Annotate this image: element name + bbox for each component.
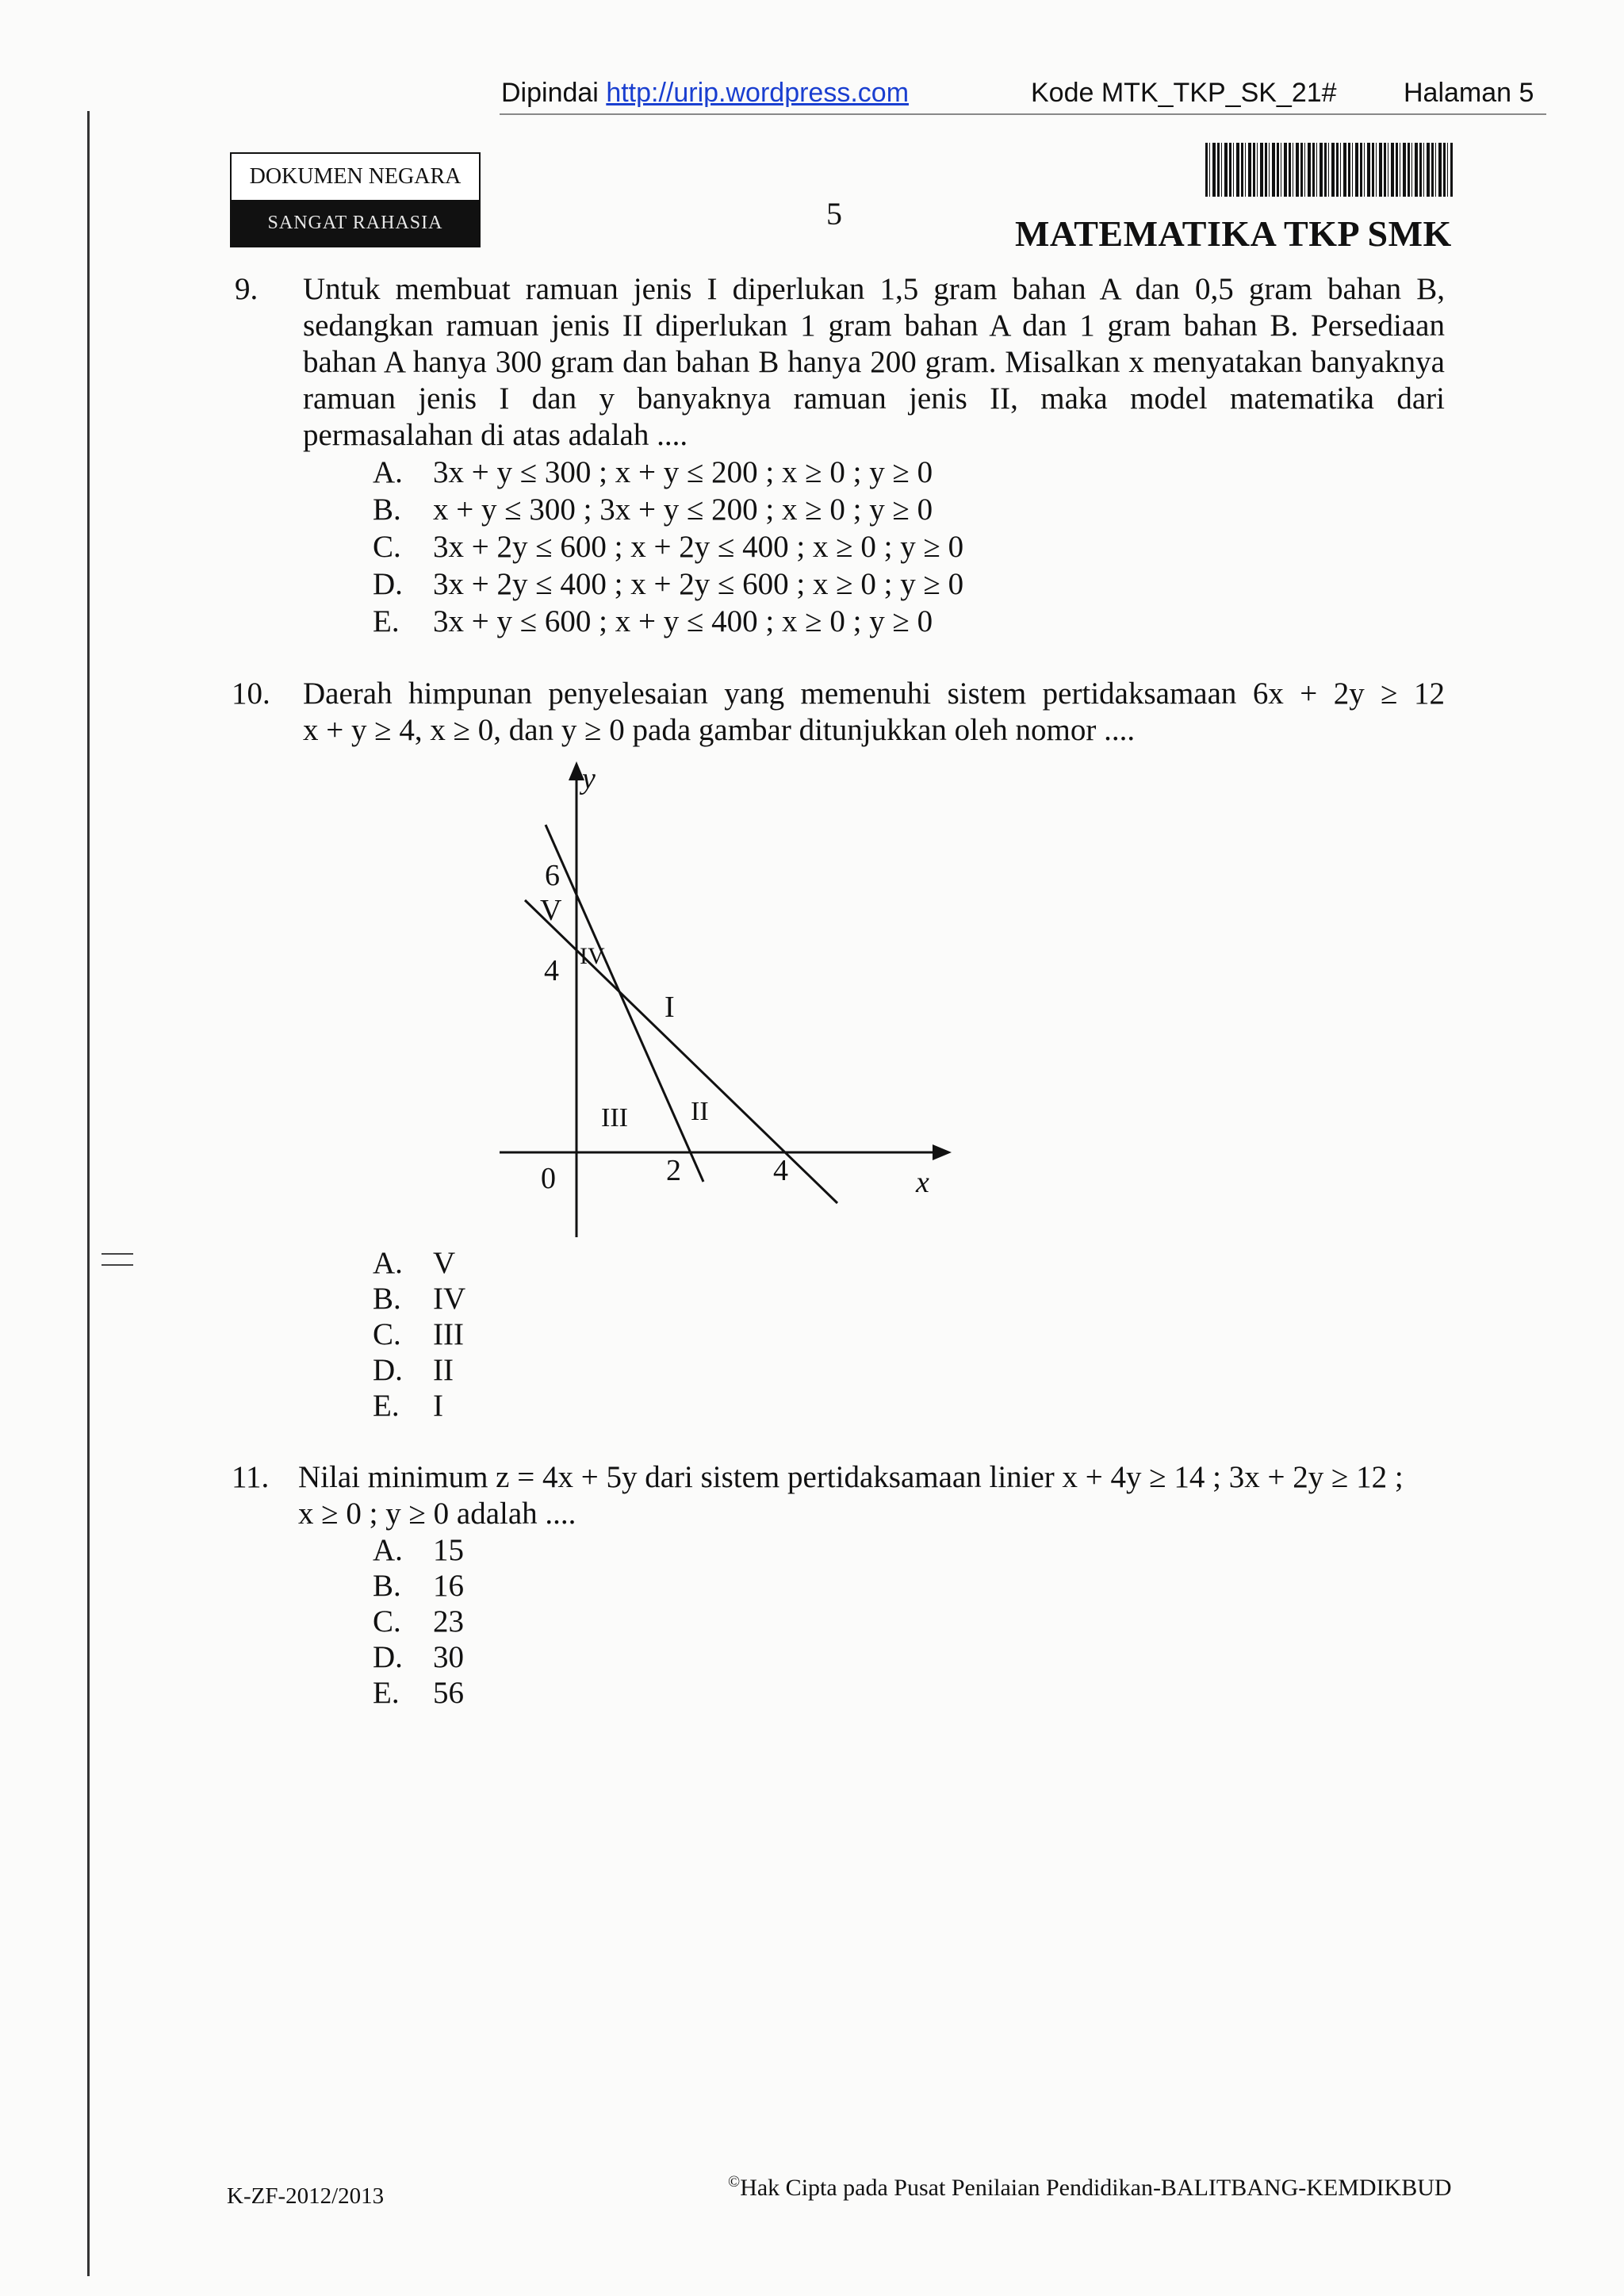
- origin-label: 0: [541, 1162, 556, 1195]
- option-b[interactable]: [373, 1281, 465, 1317]
- option-d[interactable]: [373, 1639, 464, 1675]
- option-text: 3x + 2y ≤ 600 ; x + 2y ≤ 400 ; x ≥ 0 ; y ≥ 0: [433, 530, 964, 564]
- region-label-ii: II: [691, 1097, 709, 1126]
- barcode: [1205, 143, 1453, 197]
- option-letter: E.: [373, 1389, 400, 1423]
- question-10-text: [303, 676, 1445, 749]
- option-c[interactable]: [373, 1604, 464, 1639]
- option-letter: B.: [373, 493, 401, 527]
- option-letter: A.: [373, 455, 403, 489]
- page-number: 5: [826, 196, 842, 232]
- option-text: 56: [433, 1676, 464, 1710]
- doc-box-line2: SANGAT RAHASIA: [232, 200, 479, 246]
- option-e[interactable]: [373, 603, 963, 640]
- question-line: permasalahan di atas adalah ....: [303, 418, 688, 452]
- footer-code: K-ZF-2012/2013: [227, 2183, 385, 2209]
- question-9-text: [303, 271, 1445, 454]
- option-letter: D.: [373, 1640, 403, 1674]
- y-axis-label: y: [582, 762, 596, 795]
- option-b[interactable]: [373, 491, 963, 528]
- option-d[interactable]: [373, 1352, 465, 1388]
- subject-title: MATEMATIKA TKP SMK: [1015, 213, 1452, 254]
- scan-link[interactable]: http://urip.wordpress.com: [606, 78, 910, 108]
- option-text: 3x + y ≤ 300 ; x + y ≤ 200 ; x ≥ 0 ; y ≥ 0: [433, 455, 933, 489]
- question-line: Untuk membuat ramuan jenis I diperlukan 1,5 gram bahan A dan 0,5 gram bahan B,: [303, 272, 1445, 306]
- option-c[interactable]: [373, 528, 963, 565]
- left-margin-rule: [87, 111, 90, 2276]
- option-letter: C.: [373, 530, 401, 564]
- question-11-options: [373, 1532, 464, 1711]
- option-text: V: [433, 1246, 456, 1280]
- question-line: x + y ≥ 4, x ≥ 0, dan y ≥ 0 pada gambar ditunjukkan oleh nomor ....: [303, 713, 1136, 747]
- option-text: 30: [433, 1640, 464, 1674]
- doc-box-line1: DOKUMEN NEGARA: [232, 154, 479, 200]
- region-label-i: I: [665, 991, 675, 1024]
- page-label: Halaman 5: [1404, 78, 1534, 108]
- option-text: I: [433, 1389, 443, 1423]
- linear-program-graph: [476, 761, 983, 1253]
- option-letter: C.: [373, 1604, 401, 1639]
- option-e[interactable]: [373, 1388, 465, 1424]
- option-a[interactable]: [373, 454, 963, 491]
- option-b[interactable]: [373, 1568, 464, 1604]
- question-9-options: [373, 454, 963, 640]
- margin-mark: [102, 1253, 133, 1266]
- option-letter: B.: [373, 1282, 401, 1316]
- option-e[interactable]: [373, 1675, 464, 1711]
- x-axis-arrow: [933, 1144, 952, 1160]
- tick-label-x4: 4: [773, 1154, 788, 1187]
- tick-label-y4: 4: [544, 954, 559, 987]
- scan-prefix: Dipindai: [501, 78, 599, 108]
- question-line: x ≥ 0 ; y ≥ 0 adalah ....: [298, 1497, 576, 1531]
- question-10-options: [373, 1245, 465, 1424]
- question-11-text: [298, 1459, 1456, 1532]
- option-letter: C.: [373, 1317, 401, 1351]
- option-letter: A.: [373, 1533, 403, 1567]
- option-text: II: [433, 1353, 454, 1387]
- option-c[interactable]: [373, 1317, 465, 1352]
- option-letter: A.: [373, 1246, 403, 1280]
- footer-copyright: [728, 2173, 1452, 2202]
- region-label-iv: IV: [580, 943, 605, 969]
- option-text: III: [433, 1317, 464, 1351]
- x-axis-label: x: [916, 1166, 929, 1199]
- tick-label-x2: 2: [666, 1154, 681, 1187]
- option-letter: D.: [373, 1353, 403, 1387]
- copyright-symbol: ©: [728, 2173, 741, 2191]
- region-label-iii: III: [601, 1103, 628, 1133]
- question-line: Nilai minimum z = 4x + 5y dari sistem pertidaksamaan linier x + 4y ≥ 14 ; 3x + 2y ≥ 12 ;: [298, 1460, 1404, 1494]
- option-letter: E.: [373, 604, 400, 638]
- question-number: 11.: [232, 1460, 270, 1494]
- scan-source: [501, 78, 909, 109]
- doc-code: Kode MTK_TKP_SK_21#: [1031, 78, 1337, 108]
- option-text: 3x + y ≤ 600 ; x + y ≤ 400 ; x ≥ 0 ; y ≥ 0: [433, 604, 933, 638]
- question-line: Daerah himpunan penyelesaian yang memenuhi sistem pertidaksamaan 6x + 2y ≥ 12: [303, 677, 1445, 711]
- tick-label-y6: 6: [545, 859, 560, 892]
- copyright-text: Hak Cipta pada Pusat Penilaian Pendidikan-BALITBANG-KEMDIKBUD: [740, 2175, 1452, 2201]
- option-text: 23: [433, 1604, 464, 1639]
- option-text: 15: [433, 1533, 464, 1567]
- option-text: IV: [433, 1282, 466, 1316]
- line-x-y-4: [525, 900, 837, 1203]
- option-text: 3x + 2y ≤ 400 ; x + 2y ≤ 600 ; x ≥ 0 ; y ≥ 0: [433, 567, 964, 601]
- option-letter: E.: [373, 1676, 400, 1710]
- question-line: bahan A hanya 300 gram dan bahan B hanya 200 gram. Misalkan x menyatakan banyaknya: [303, 345, 1445, 379]
- option-letter: B.: [373, 1569, 401, 1603]
- question-line: ramuan jenis I dan y banyaknya ramuan jenis II, maka model matematika dari: [303, 381, 1445, 416]
- option-d[interactable]: [373, 565, 963, 603]
- region-label-v: V: [540, 894, 562, 927]
- option-letter: D.: [373, 567, 403, 601]
- question-number: 9.: [235, 272, 259, 306]
- option-a[interactable]: [373, 1245, 465, 1281]
- option-text: x + y ≤ 300 ; 3x + y ≤ 200 ; x ≥ 0 ; y ≥ 0: [433, 493, 933, 527]
- classification-box: [230, 152, 481, 247]
- option-a[interactable]: [373, 1532, 464, 1568]
- header-rule: [500, 113, 1546, 115]
- option-text: 16: [433, 1569, 464, 1603]
- question-line: sedangkan ramuan jenis II diperlukan 1 gram bahan A dan 1 gram bahan B. Persediaan: [303, 309, 1445, 343]
- question-number: 10.: [232, 677, 270, 711]
